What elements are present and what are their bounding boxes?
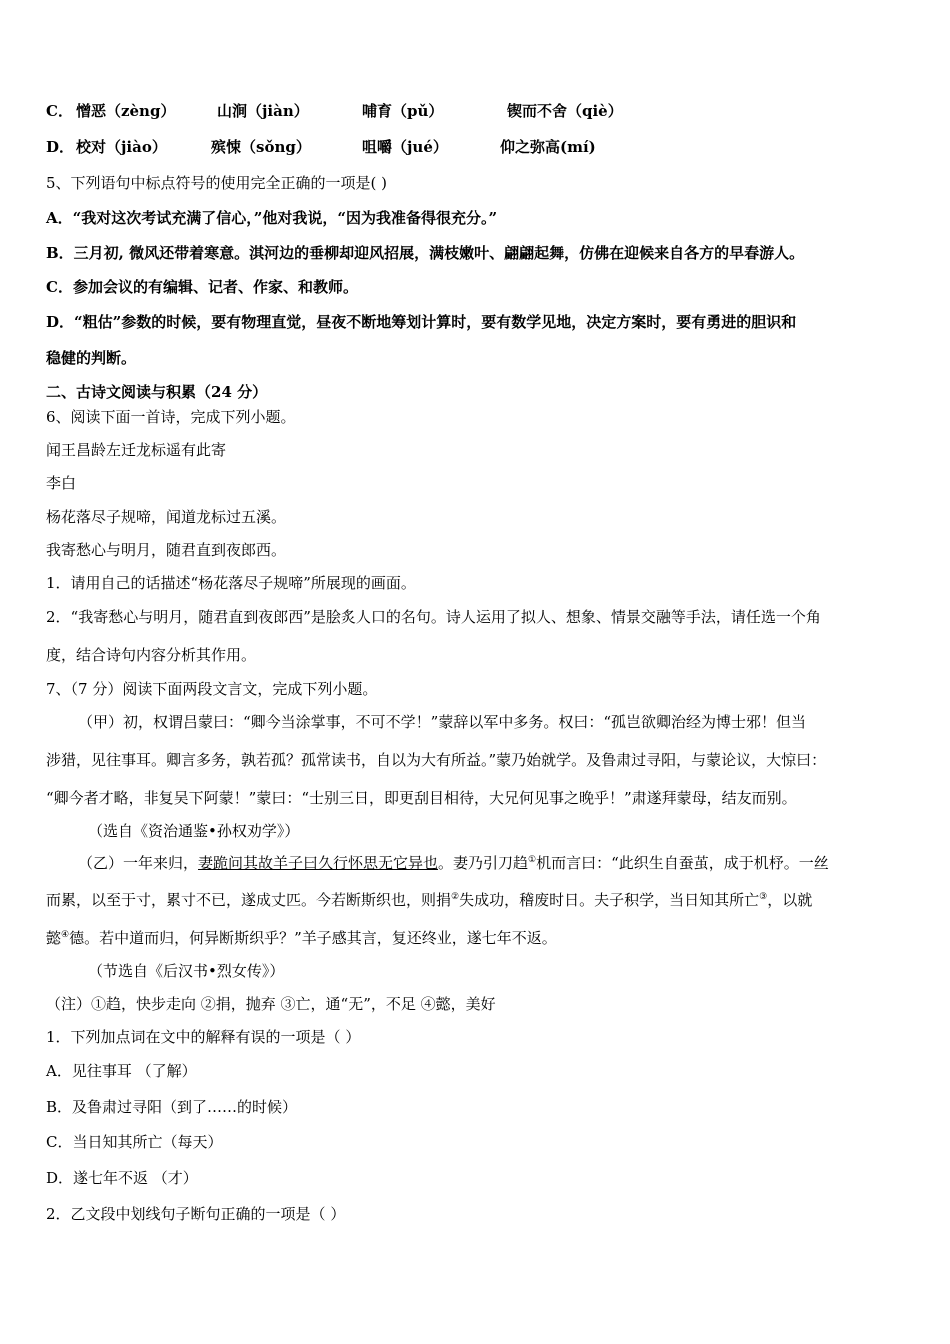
section-title: 二、古诗文阅读与积累（24 分） [46,383,268,401]
q5-stem: 5、下列语句中标点符号的使用完全正确的一项是( ) [46,174,388,192]
passage-yi-text: 机而言曰：“此织生自蚕茧，成于机杼。一丝 [536,854,829,872]
q4-option-c-item: 哺育（pǔ） [362,102,444,120]
q6-subquestion-1: 1．请用自己的话描述“杨花落尽子规啼”所展现的画面。 [46,574,416,592]
q6-subquestion-2-line2: 度，结合诗句内容分析其作用。 [46,646,257,664]
q4-option-d-item: 咀嚼（jué） [362,138,448,156]
underlined-sentence: 妻跪问其故羊子曰久行怀思无它异也 [198,854,439,872]
q4-option-c-label: C． [46,102,73,120]
passage-yi-line [78,853,829,873]
footnote-marker: ④ [61,930,70,940]
q7-option-c: C．当日知其所亡（每天） [46,1133,223,1151]
passage-yi-text: （乙）一年来归， [78,854,199,872]
passage-yi-text: 懿 [46,929,62,947]
q4-option-d-item: 仰之弥高(mí) [500,138,596,156]
passage-yi-text: 失成功，稽废时日。夫子积学，当日知其所亡 [459,891,760,909]
q5-option-c: C．参加会议的有编辑、记者、作家、和教师。 [46,278,358,296]
q7-option-a: A．见往事耳 （了解） [46,1062,197,1080]
passage-jia-source: （选自《资治通鉴•孙权劝学》） [88,822,300,840]
poem-title: 闻王昌龄左迁龙标遥有此寄 [46,441,227,459]
footnote-marker: ② [451,892,460,902]
passage-yi-line [46,928,557,948]
q7-stem: 7、（7 分）阅读下面两段文言文，完成下列小题。 [46,680,378,698]
q4-option-c-item: 山涧（jiàn） [217,102,309,120]
q5-option-a: A．“我对这次考试充满了信心，”他对我说，“因为我准备得很充分。” [46,209,498,227]
q5-option-d-line2: 稳健的判断。 [46,349,137,367]
q4-option-c-item: 憎恶（zèng） [76,102,176,120]
q4-option-d-item: 殡悚（sǒng） [211,138,311,156]
q4-option-c-item: 锲而不舍（qiè） [507,102,623,120]
passage-jia-line: （甲）初，权谓吕蒙曰：“卿今当涂掌事，不可不学！”蒙辞以军中多务。权曰：“孤岂欲卿治经为博士邪！但当 [78,713,807,731]
footnote-marker: ③ [759,892,768,902]
passage-jia-line: 涉猎，见往事耳。卿言多务，孰若孤？孤常读书，自以为大有所益。”蒙乃始就学。及鲁肃过寻阳，与蒙论议，大惊曰： [46,751,827,769]
poem-line: 杨花落尽子规啼，闻道龙标过五溪。 [46,508,287,526]
q5-option-b: B．三月初, 微风还带着寒意。淇河边的垂柳却迎风招展，满枝嫩叶、翩翩起舞，仿佛在迎候来自各方的早春游人。 [46,244,805,262]
passage-jia-line: “卿今者才略，非复吴下阿蒙！”蒙曰：“士别三日，即更刮目相待，大兄何见事之晚乎！”肃遂拜蒙母，结友而别。 [46,789,797,807]
passage-yi-text: 而累，以至于寸，累寸不已，遂成丈匹。今若断斯织也，则捐 [46,891,452,909]
q7-subquestion-2: 2．乙文段中划线句子断句正确的一项是（ ） [46,1205,346,1223]
footnote-marker: ① [528,855,537,865]
poem-author: 李白 [46,474,77,492]
q6-stem: 6、阅读下面一首诗，完成下列小题。 [46,408,296,426]
passage-yi-source: （节选自《后汉书•烈女传》） [88,962,285,980]
passage-yi-line [46,890,812,910]
q7-option-d: D．遂七年不返 （才） [46,1169,198,1187]
q7-subquestion-1: 1．下列加点词在文中的解释有误的一项是（ ） [46,1028,361,1046]
passage-yi-text: 。妻乃引刀趋 [438,854,529,872]
q7-option-b: B．及鲁肃过寻阳（到了……的时候） [46,1098,298,1116]
q5-option-d-line1: D．“粗估”参数的时候，要有物理直觉，昼夜不断地筹划计算时，要有数学见地，决定方案时，要有勇进的胆识和 [46,313,797,331]
passage-yi-text: 德。若中道而归，何异断斯织乎？”羊子感其言，复还终业，遂七年不返。 [69,929,557,947]
passage-notes: （注）①趋，快步走向 ②捐，抛弃 ③亡，通“无”，不足 ④懿，美好 [46,995,496,1013]
q4-option-d-item: 校对（jiào） [76,138,167,156]
q6-subquestion-2-line1: 2．“我寄愁心与明月，随君直到夜郎西”是脍炙人口的名句。诗人运用了拟人、想象、情景交融等手法，请任选一个角 [46,608,821,626]
passage-yi-text: ，以就 [767,891,813,909]
poem-line: 我寄愁心与明月，随君直到夜郎西。 [46,541,287,559]
q4-option-d-label: D． [46,138,75,156]
